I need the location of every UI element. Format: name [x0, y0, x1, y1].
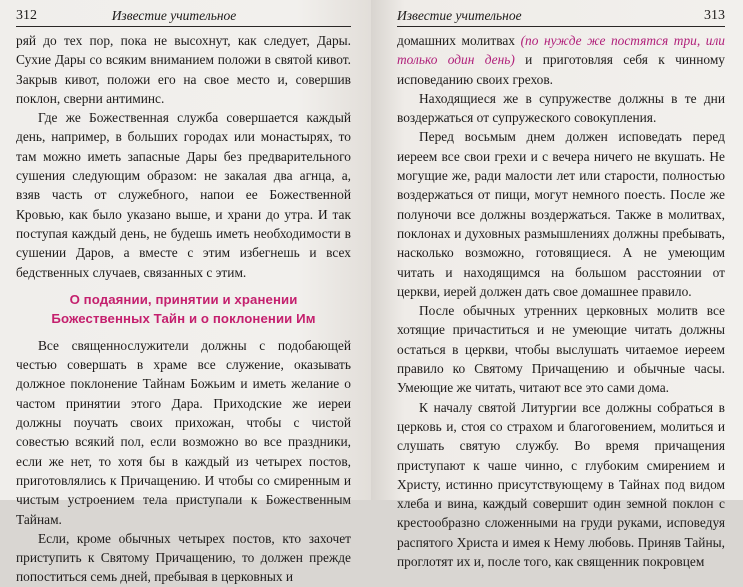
- italic-note: (по нужде же постятся три, или только один день): [397, 33, 725, 68]
- paragraph: Все священнослужители должны с подобающей честью совершать в храме все служение, оказывать должное поклонение Тайнам Божьим и иметь желание о частом принятии этого Дара. Приходские же иереи должны поучать своих прихожан, чтобы с чистой совестью всякий пол, если возможно во все праздники, если же нет, то хотя бы в каждый из четырех постов, приготовлялись к Причащению. И чтобы со смиренным и чистым устроением тела приступали к Божественным Тайнам.: [16, 337, 351, 527]
- section-heading: [16, 290, 351, 328]
- section-heading-line: О подаянии, принятии и хранении: [69, 291, 298, 307]
- paragraph: После обычных утренних церковных молитв все хотящие причаститься и не умеющие читать должны остаться в церкви, чтобы выслушать читаемое иереем правило ко Святому Причащению и обычные часы. Умеющие же читать, читают все это сами дома.: [397, 303, 725, 396]
- paragraph: Где же Божественная служба совершается каждый день, например, в больших городах или монастырях, то там можно иметь запасные Дары без предварительного сушения следующим образом: не закалая два агнца, а, взяв часть от служебного, напои ее Божественной Кровью, как было указано выше, и храни до утра. И так поступая каждый день, не будешь иметь необходимости в сушении Даров, а вместе с этим избегнешь и всех бедственных случаев, связанных с этим.: [16, 110, 351, 280]
- running-title: Известие учительное: [397, 8, 522, 23]
- paragraph: Если, кроме обычных четырех постов, кто захочет приступить к Святому Причащению, то должен прежде попоститься семь дней, пребывая в церковных и: [16, 530, 351, 585]
- paragraph: К началу святой Литургии все должны собраться в церковь и, стоя со страхом и благоговением, молиться и слушать святую службу. Во время причащения приступают к чаше чинно, с глубоким смирением и Христу, истинно присутствующему в Тайнах под видом хлеба и вина, каждый совершит один земной поклон с крестообразно сложенными на груди руками, исповедуя распятого Христа и имея к Нему любовь. Приняв Тайны, проглотят их и, после того, как священник покровцем: [397, 399, 725, 570]
- left-page-text: [16, 31, 351, 587]
- right-page: [371, 0, 743, 570]
- text-run: домашних молитвах: [397, 33, 521, 48]
- left-page-header: [16, 0, 351, 27]
- page-number: 313: [704, 8, 725, 23]
- paragraph: ряй до тех пор, пока не высохнут, как следует, Дары. Сухие Дары со всяким вниманием положи в святой кивот. Закрыв кивот, положи его на свое место и, совершив поклон, сверни антиминс.: [16, 33, 351, 106]
- running-title: Известие учительное: [111, 8, 237, 23]
- paragraph: [397, 31, 725, 89]
- page-number: 312: [16, 8, 37, 23]
- right-page-text: [397, 31, 725, 571]
- left-page: [0, 0, 371, 585]
- text-run: и приготовляя себя к чинному исповеданию своих грехов.: [397, 52, 725, 87]
- section-heading-line: Божественных Тайн и о поклонении Им: [51, 310, 316, 326]
- right-page-header: [397, 0, 725, 27]
- paragraph: Перед восьмым днем должен исповедать перед иереем все свои грехи и с вечера ничего не вкушать. Не могущие же, ради малости лет или старости, полностью воздержаться от пищи, могут немного поесть. После же полуночи все должны воздержаться. Также в молитвах, поклонах и духовных размышлениях должны пребывать, насколько возможно, готовящиеся. А не умеющим читать и находящимся на большом расстоянии от церкви, иерей должен дать свое домашнее правило.: [397, 129, 725, 299]
- paragraph: Находящиеся же в супружестве должны в те дни воздержаться от супружеского совокупления.: [397, 90, 725, 126]
